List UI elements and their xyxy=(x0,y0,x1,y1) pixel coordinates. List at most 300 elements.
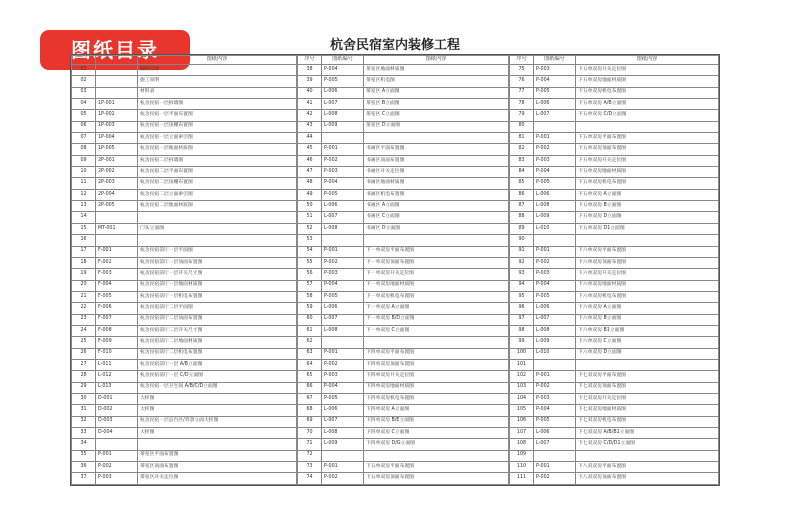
cell-number: 07 xyxy=(72,133,96,144)
cell-number: 64 xyxy=(298,359,322,370)
cell-number: 87 xyxy=(510,201,534,212)
cell-code xyxy=(96,65,138,76)
table-row xyxy=(298,473,509,485)
table-row xyxy=(298,235,509,246)
cell-number: 30 xyxy=(72,393,96,404)
table-row xyxy=(72,393,297,404)
index-section-1 xyxy=(71,55,297,485)
table-row xyxy=(72,462,297,473)
cell-content: 下五单双房 A立面图 xyxy=(576,189,719,200)
table-row xyxy=(298,155,509,166)
cell-code: F-010 xyxy=(96,348,138,359)
cell-number: 102 xyxy=(510,371,534,382)
cell-content: 下四单双房地面材质图 xyxy=(364,382,509,393)
cell-content: 下一单双房机电布置图 xyxy=(364,291,509,302)
table-row xyxy=(510,235,719,246)
cell-code: L-008 xyxy=(322,223,364,234)
table-row xyxy=(510,144,719,155)
table-row xyxy=(510,371,719,382)
cell-content: 杭舍民宿前厅一层顶面布置图 xyxy=(138,257,297,268)
table-row xyxy=(510,314,719,325)
header-content: 图纸内容 xyxy=(576,56,719,65)
cell-number: 27 xyxy=(72,359,96,370)
cell-number: 74 xyxy=(298,473,322,485)
table-row xyxy=(510,416,719,427)
table-row xyxy=(510,155,719,166)
table-row xyxy=(72,144,297,155)
cell-number: 11 xyxy=(72,178,96,189)
cell-code: 1P-002 xyxy=(96,110,138,121)
cell-content: 下六单双房 B1立面图 xyxy=(576,325,719,336)
cell-code xyxy=(96,212,138,223)
cell-content: 茶室区顶面布置图 xyxy=(138,462,297,473)
cell-number: 06 xyxy=(72,121,96,132)
cell-number: 97 xyxy=(510,314,534,325)
cell-code: P-004 xyxy=(322,382,364,393)
cell-code: L-006 xyxy=(534,303,576,314)
cell-content: 下四单双房 A立面图 xyxy=(364,405,509,416)
cell-code: L-006 xyxy=(534,189,576,200)
cell-number: 71 xyxy=(298,439,322,450)
index-section-2 xyxy=(297,55,509,485)
cell-content: 下六单双房 C立面图 xyxy=(576,337,719,348)
cell-content: 下五单双房 D立面图 xyxy=(576,212,719,223)
table-row xyxy=(298,280,509,291)
cell-number: 76 xyxy=(510,76,534,87)
cell-content: 下七双双房 A/B/B1立面图 xyxy=(576,428,719,439)
cell-content: 杭舍民宿前厅一层机电布置图 xyxy=(138,291,297,302)
table-row xyxy=(72,155,297,166)
table-row xyxy=(72,223,297,234)
cell-number: 93 xyxy=(510,269,534,280)
cell-number: 91 xyxy=(510,246,534,257)
cell-number: 36 xyxy=(72,462,96,473)
cell-code: L-007 xyxy=(534,110,576,121)
cell-content: 下四单双房机电布置图 xyxy=(364,393,509,404)
cell-code: 2P-005 xyxy=(96,201,138,212)
table-row xyxy=(510,325,719,336)
cell-code: F-007 xyxy=(96,314,138,325)
cell-number: 29 xyxy=(72,382,96,393)
cell-number: 15 xyxy=(72,223,96,234)
cell-number: 42 xyxy=(298,110,322,121)
cell-content: 书画区 C立面图 xyxy=(364,212,509,223)
cell-code: P-002 xyxy=(322,473,364,485)
cell-content: 下四单双房 D/G立面图 xyxy=(364,439,509,450)
cell-content: 杭舍民宿一层总台区/背景立面大样图 xyxy=(138,416,297,427)
table-row xyxy=(510,201,719,212)
cell-code: L-006 xyxy=(534,428,576,439)
cell-code: P-003 xyxy=(322,167,364,178)
table-row xyxy=(298,337,509,348)
table-row xyxy=(510,473,719,485)
table-row xyxy=(298,303,509,314)
cell-code: L-008 xyxy=(322,325,364,336)
cell-code xyxy=(322,450,364,461)
cell-code: P-002 xyxy=(322,155,364,166)
table-row xyxy=(72,212,297,223)
cell-number: 39 xyxy=(298,76,322,87)
table-row xyxy=(298,405,509,416)
cell-content xyxy=(364,235,509,246)
cell-code: P-005 xyxy=(534,291,576,302)
cell-code: P-005 xyxy=(322,76,364,87)
table-row xyxy=(72,348,297,359)
cell-code xyxy=(96,439,138,450)
cell-number: 33 xyxy=(72,428,96,439)
table-row xyxy=(298,269,509,280)
table-row xyxy=(510,450,719,461)
cell-number: 48 xyxy=(298,178,322,189)
cell-code: L-009 xyxy=(322,121,364,132)
table-row xyxy=(72,269,297,280)
cell-number: 32 xyxy=(72,416,96,427)
cell-content: 下一单双房地面材质图 xyxy=(364,280,509,291)
cell-code: D-002 xyxy=(96,405,138,416)
cell-number: 13 xyxy=(72,201,96,212)
cell-content xyxy=(138,212,297,223)
cell-content xyxy=(364,450,509,461)
cell-number: 98 xyxy=(510,325,534,336)
cell-number: 85 xyxy=(510,178,534,189)
cell-content: 下六单双房 D立面图 xyxy=(576,348,719,359)
cell-content: 杭舍民宿一层卫生间 A/B/C/D立面图 xyxy=(138,382,297,393)
table-row xyxy=(510,382,719,393)
table-row xyxy=(298,99,509,110)
cell-number: 59 xyxy=(298,303,322,314)
cell-code: P-003 xyxy=(534,155,576,166)
table-row xyxy=(510,348,719,359)
table-row xyxy=(298,212,509,223)
table-row xyxy=(72,359,297,370)
cell-code: P-002 xyxy=(96,462,138,473)
cell-number: 02 xyxy=(72,76,96,87)
cell-content: 杭舍民宿一层地面材质图 xyxy=(138,144,297,155)
cell-number: 38 xyxy=(298,65,322,76)
cell-code: F-008 xyxy=(96,325,138,336)
cell-number: 83 xyxy=(510,155,534,166)
cell-content xyxy=(364,133,509,144)
table-row xyxy=(72,428,297,439)
cell-number: 77 xyxy=(510,87,534,98)
cell-code: P-003 xyxy=(322,269,364,280)
cell-code: P-002 xyxy=(534,257,576,268)
cell-number: 34 xyxy=(72,439,96,450)
cell-content: 大样图 xyxy=(138,393,297,404)
cell-code xyxy=(96,76,138,87)
cell-number: 49 xyxy=(298,189,322,200)
cell-content xyxy=(138,235,297,246)
table-row xyxy=(72,246,297,257)
cell-content: 下一单双房 B/D立面图 xyxy=(364,314,509,325)
header-code xyxy=(96,56,138,65)
cell-number: 62 xyxy=(298,337,322,348)
cell-code: P-001 xyxy=(534,462,576,473)
cell-number: 53 xyxy=(298,235,322,246)
cell-content: 下五单双房顶面布置图 xyxy=(576,144,719,155)
cell-content: 茶室区 D立面图 xyxy=(364,121,509,132)
cell-code: P-004 xyxy=(534,76,576,87)
table-row xyxy=(72,110,297,121)
cell-code: MT-001 xyxy=(96,223,138,234)
cell-number: 24 xyxy=(72,325,96,336)
cell-code: P-002 xyxy=(534,144,576,155)
table-row xyxy=(298,246,509,257)
cell-code: P-001 xyxy=(322,144,364,155)
cell-code: P-004 xyxy=(322,65,364,76)
table-row xyxy=(72,291,297,302)
table-row xyxy=(298,348,509,359)
cell-code: P-003 xyxy=(534,393,576,404)
cell-number: 99 xyxy=(510,337,534,348)
table-row xyxy=(298,257,509,268)
cell-code: L-006 xyxy=(322,405,364,416)
cell-number: 35 xyxy=(72,450,96,461)
cell-content: 下五单双房机电布置图 xyxy=(576,87,719,98)
cell-number: 09 xyxy=(72,155,96,166)
table-row xyxy=(510,428,719,439)
cell-number: 109 xyxy=(510,450,534,461)
table-row xyxy=(72,405,297,416)
cell-code: P-005 xyxy=(322,291,364,302)
cell-number: 106 xyxy=(510,416,534,427)
cell-number: 103 xyxy=(510,382,534,393)
cell-number: 78 xyxy=(510,99,534,110)
cell-code: L-011 xyxy=(96,359,138,370)
cell-number: 82 xyxy=(510,144,534,155)
cell-content: 下五单双房 B立面图 xyxy=(576,201,719,212)
table-row xyxy=(72,167,297,178)
cell-content: 下六单双房开关定位图 xyxy=(576,269,719,280)
cell-number: 01 xyxy=(72,65,96,76)
cell-number: 111 xyxy=(510,473,534,485)
cell-code: L-006 xyxy=(322,201,364,212)
cell-code: P-005 xyxy=(322,189,364,200)
cell-content: 下四单双房顶面布置图 xyxy=(364,359,509,370)
cell-code: P-001 xyxy=(322,462,364,473)
cell-code: L-007 xyxy=(534,439,576,450)
header-row xyxy=(510,56,719,65)
cell-number: 04 xyxy=(72,99,96,110)
cell-code: F-002 xyxy=(96,257,138,268)
table-row xyxy=(298,133,509,144)
table-row xyxy=(510,269,719,280)
cell-number: 81 xyxy=(510,133,534,144)
cell-code: P-001 xyxy=(96,450,138,461)
cell-code: P-003 xyxy=(322,371,364,382)
cell-code: L-013 xyxy=(96,382,138,393)
cell-number: 46 xyxy=(298,155,322,166)
cell-content: 下五单双房顶面布置图 xyxy=(364,473,509,485)
table-row xyxy=(510,133,719,144)
table-row xyxy=(510,280,719,291)
cell-content: 茶室区机电图 xyxy=(364,76,509,87)
cell-number: 55 xyxy=(298,257,322,268)
cell-code: 1P-003 xyxy=(96,121,138,132)
table-row xyxy=(72,325,297,336)
cell-number: 41 xyxy=(298,99,322,110)
cell-code: P-002 xyxy=(534,473,576,485)
cell-number: 101 xyxy=(510,359,534,370)
cell-content: 下七双双房开关定位图 xyxy=(576,393,719,404)
cell-code: 2P-002 xyxy=(96,167,138,178)
cell-number: 61 xyxy=(298,325,322,336)
cell-code: P-004 xyxy=(534,167,576,178)
cell-content: 下四单双房 C立面图 xyxy=(364,428,509,439)
cell-number: 47 xyxy=(298,167,322,178)
cell-content: 杭舍民宿前厅一层平面图 xyxy=(138,246,297,257)
cell-number: 45 xyxy=(298,144,322,155)
cell-content: 下六单双房 A立面图 xyxy=(576,303,719,314)
table-row xyxy=(72,280,297,291)
cell-code: F-009 xyxy=(96,337,138,348)
table-row xyxy=(298,65,509,76)
table-row xyxy=(72,382,297,393)
cell-number: 105 xyxy=(510,405,534,416)
cell-code: L-008 xyxy=(534,201,576,212)
table-row xyxy=(298,382,509,393)
cell-number: 25 xyxy=(72,337,96,348)
table-row xyxy=(510,439,719,450)
cell-content: 杭舍民宿一层平面布置图 xyxy=(138,110,297,121)
cell-number: 69 xyxy=(298,416,322,427)
cell-code: F-003 xyxy=(96,269,138,280)
cell-code xyxy=(534,450,576,461)
cell-code: L-006 xyxy=(534,99,576,110)
table-row xyxy=(510,246,719,257)
table-row xyxy=(298,121,509,132)
cell-number: 14 xyxy=(72,212,96,223)
cell-code: D-003 xyxy=(96,416,138,427)
cell-code: L-006 xyxy=(322,303,364,314)
cell-code: P-003 xyxy=(96,473,138,485)
cell-number: 44 xyxy=(298,133,322,144)
cell-content: 茶室区平面布置图 xyxy=(138,450,297,461)
table-row xyxy=(510,291,719,302)
cell-code: L-007 xyxy=(322,416,364,427)
table-row xyxy=(510,223,719,234)
cell-code xyxy=(322,133,364,144)
cell-code: P-001 xyxy=(534,371,576,382)
cell-number: 51 xyxy=(298,212,322,223)
cell-content: 下五单双房地面材质图 xyxy=(576,167,719,178)
cell-number: 52 xyxy=(298,223,322,234)
cell-content: 下一单双房顶面布置图 xyxy=(364,257,509,268)
table-row xyxy=(72,257,297,268)
cell-content: 杭舍民宿前厅二层地面材质图 xyxy=(138,337,297,348)
cell-code: 1P-004 xyxy=(96,133,138,144)
cell-content: 下七双双房平面布置图 xyxy=(576,371,719,382)
cell-content: 下六单双房地面材质图 xyxy=(576,280,719,291)
cell-content: 杭舍民宿前厅一层 A/B立面图 xyxy=(138,359,297,370)
table-row xyxy=(510,178,719,189)
cell-content: 书画区地面材质图 xyxy=(364,178,509,189)
table-row xyxy=(298,291,509,302)
cell-number: 80 xyxy=(510,121,534,132)
cell-code: L-007 xyxy=(322,314,364,325)
header-content: 图纸内容 xyxy=(138,56,297,65)
table-row xyxy=(72,87,297,98)
cell-content: 书画区开关定位图 xyxy=(364,167,509,178)
cell-number: 94 xyxy=(510,280,534,291)
cell-number: 70 xyxy=(298,428,322,439)
cell-number: 10 xyxy=(72,167,96,178)
cell-number: 72 xyxy=(298,450,322,461)
cell-content: 杭舍民宿二层拆墙图 xyxy=(138,155,297,166)
table-row xyxy=(298,371,509,382)
table-row xyxy=(72,133,297,144)
cell-number: 89 xyxy=(510,223,534,234)
cell-content: 下七双双房顶面布置图 xyxy=(576,382,719,393)
cell-code xyxy=(96,235,138,246)
cell-content: 门头立面图 xyxy=(138,223,297,234)
cell-code: P-002 xyxy=(322,257,364,268)
cell-content xyxy=(576,450,719,461)
cell-code: P-003 xyxy=(534,269,576,280)
table-row xyxy=(298,393,509,404)
table-row xyxy=(510,359,719,370)
cell-number: 56 xyxy=(298,269,322,280)
cell-code: 2P-001 xyxy=(96,155,138,166)
table-row xyxy=(298,462,509,473)
table-row xyxy=(72,99,297,110)
cell-number: 16 xyxy=(72,235,96,246)
cell-content: 下四单双房平面布置图 xyxy=(364,348,509,359)
cell-code: P-002 xyxy=(534,382,576,393)
cell-number: 63 xyxy=(298,348,322,359)
cell-code: P-001 xyxy=(534,246,576,257)
drawing-index-table xyxy=(70,54,720,486)
table-row xyxy=(298,87,509,98)
cell-content: 下六单双房机电布置图 xyxy=(576,291,719,302)
cell-content: 下五单双房 C/D立面图 xyxy=(576,110,719,121)
cell-content: 大样图 xyxy=(138,428,297,439)
cell-content: 下六单双房 B立面图 xyxy=(576,314,719,325)
cell-number: 60 xyxy=(298,314,322,325)
header-row xyxy=(72,56,297,65)
cell-code: F-004 xyxy=(96,280,138,291)
table-row xyxy=(510,212,719,223)
cell-content: 书画区 D立面图 xyxy=(364,223,509,234)
cell-code: 1P-005 xyxy=(96,144,138,155)
cell-number: 17 xyxy=(72,246,96,257)
cell-number: 65 xyxy=(298,371,322,382)
cell-content: 下四单双房开关定位图 xyxy=(364,371,509,382)
cell-content: 茶室区 B立面图 xyxy=(364,99,509,110)
cell-number: 20 xyxy=(72,280,96,291)
table-row xyxy=(298,167,509,178)
table-row xyxy=(298,76,509,87)
cell-content: 书画区顶面布置图 xyxy=(364,155,509,166)
cell-content: 杭舍民宿二层顶棚布置图 xyxy=(138,178,297,189)
cell-code: P-004 xyxy=(534,280,576,291)
table-row xyxy=(72,473,297,485)
cell-code: P-005 xyxy=(322,393,364,404)
cell-code: P-005 xyxy=(534,87,576,98)
cell-code xyxy=(322,235,364,246)
table-row xyxy=(72,371,297,382)
table-row xyxy=(298,178,509,189)
cell-number: 03 xyxy=(72,87,96,98)
cell-content: 书画区机电布置图 xyxy=(364,189,509,200)
cell-content: 杭舍民宿前厅一层 C/D立面图 xyxy=(138,371,297,382)
cell-number: 110 xyxy=(510,462,534,473)
cell-content: 杭舍民宿一层顶棚布置图 xyxy=(138,121,297,132)
cell-content: 下七双双房地面材质图 xyxy=(576,405,719,416)
cell-number: 66 xyxy=(298,382,322,393)
cell-content: 书画区 A立面图 xyxy=(364,201,509,212)
cell-number: 12 xyxy=(72,189,96,200)
